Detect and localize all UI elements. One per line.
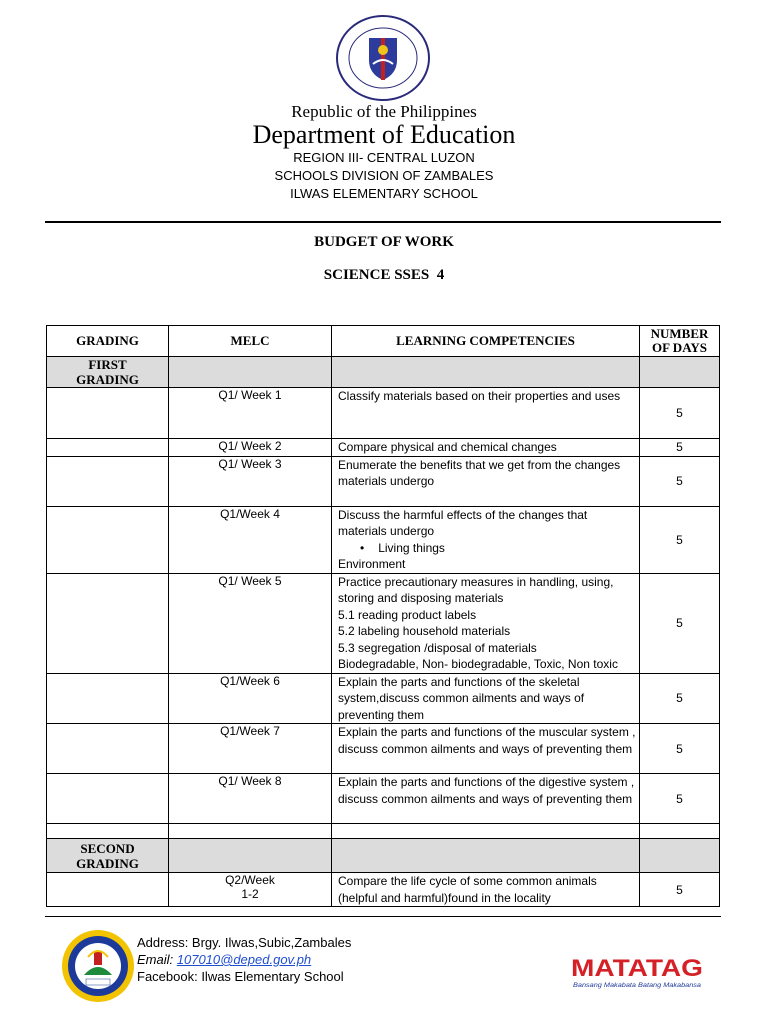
footer-divider [45, 916, 721, 917]
matatag-logo [571, 951, 705, 991]
competency-cell: Discuss the harmful effects of the changes that materials undergo • Living things Environment [332, 506, 640, 573]
header-grading: GRADING [47, 326, 169, 357]
svg-text:Bansang Makabata Batang Makab: Bansang Makabata Batang Makabansa [573, 982, 702, 989]
table-row [47, 873, 720, 907]
email-link[interactable]: 107010@deped.gov.ph [176, 952, 312, 967]
first-grading-row [47, 357, 720, 388]
days-cell: 5 [640, 439, 720, 457]
table-row [47, 388, 720, 439]
header-divider [45, 221, 721, 223]
competency-cell: Compare physical and chemical changes [332, 439, 640, 457]
melc-cell: Q1/Week 4 [169, 506, 332, 573]
melc-cell: Q1/ Week 3 [169, 456, 332, 506]
melc-cell: Q1/ Week 1 [169, 388, 332, 439]
footer-email-line: Email: 107010@deped.gov.ph [137, 952, 312, 967]
competency-cell: Classify materials based on their properties and uses [332, 388, 640, 439]
melc-cell: Q1/Week 6 [169, 673, 332, 724]
table-row [47, 439, 720, 457]
department-name: Department of Education [252, 120, 516, 149]
competency-cell: Explain the parts and functions of the muscular system , discuss common ailments and ways of preventing them [332, 724, 640, 774]
table-row [47, 456, 720, 506]
melc-cell: Q1/ Week 8 [169, 774, 332, 824]
table-row [47, 724, 720, 774]
second-grading-label: SECOND GRADING [47, 839, 169, 873]
days-cell: 5 [640, 724, 720, 774]
second-grading-row [47, 839, 720, 873]
header-competencies: LEARNING COMPETENCIES [332, 326, 640, 357]
days-cell: 5 [640, 573, 720, 673]
competency-cell: Practice precautionary measures in handling, using, storing and disposing materials 5.1 reading product labels 5.2 labeling household materials 5.3 segregation /disposal of materials Biodegradable, Non- biodegradable, Toxic, Non toxic [332, 573, 640, 673]
table-row [47, 774, 720, 824]
competency-cell: Explain the parts and functions of the digestive system , discuss common ailments and ways of preventing them [332, 774, 640, 824]
table-header-row [47, 326, 720, 357]
melc-cell: Q1/ Week 2 [169, 439, 332, 457]
budget-table [46, 325, 720, 907]
deped-seal-logo [333, 14, 433, 102]
competency-cell: Enumerate the benefits that we get from the changes materials undergo [332, 456, 640, 506]
subject-title: SCIENCE SSES 4 [323, 267, 445, 283]
days-cell: 5 [640, 506, 720, 573]
empty-row [47, 824, 720, 839]
header-days: NUMBER OF DAYS [640, 326, 720, 357]
melc-cell: Q1/ Week 5 [169, 573, 332, 673]
first-grading-label: FIRST GRADING [47, 357, 169, 388]
division-line: SCHOOLS DIVISION OF ZAMBALES [274, 168, 494, 183]
table-row [47, 573, 720, 673]
competency-cell: Explain the parts and functions of the skeletal system,discuss common ailments and ways of preventing them [332, 673, 640, 724]
region-line: REGION III- CENTRAL LUZON [293, 150, 475, 165]
footer-address: Address: Brgy. Ilwas,Subic,Zambales [137, 935, 352, 950]
bullet-item: • Living things [338, 540, 637, 557]
melc-cell: Q2/Week 1-2 [169, 873, 332, 907]
table-row [47, 673, 720, 724]
competency-cell: Compare the life cycle of some common animals (helpful and harmful)found in the locality [332, 873, 640, 907]
school-line: ILWAS ELEMENTARY SCHOOL [290, 186, 478, 201]
svg-text:MATATAG: MATATAG [571, 955, 703, 982]
document-title: BUDGET OF WORK [314, 234, 454, 250]
table-row [47, 506, 720, 573]
republic-line: Republic of the Philippines [291, 102, 477, 121]
footer-facebook: Facebook: Ilwas Elementary School [137, 969, 344, 984]
header-melc: MELC [169, 326, 332, 357]
days-cell: 5 [640, 873, 720, 907]
days-cell: 5 [640, 673, 720, 724]
melc-cell: Q1/Week 7 [169, 724, 332, 774]
days-cell: 5 [640, 388, 720, 439]
days-cell: 5 [640, 456, 720, 506]
days-cell: 5 [640, 774, 720, 824]
school-logo [60, 923, 136, 1009]
